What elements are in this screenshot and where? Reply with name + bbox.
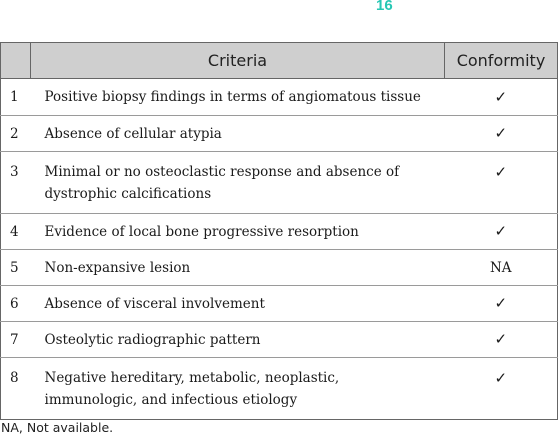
table-header-row [1,43,558,79]
row-number: 1 [1,79,31,116]
row-number: 7 [1,322,31,358]
row-criteria: Non-expansive lesion [31,250,445,286]
row-conformity [445,214,558,250]
check-mark-icon: ✓ [494,222,508,240]
row-conformity [445,322,558,358]
check-mark-icon: ✓ [494,330,508,348]
row-conformity [445,250,558,286]
row-number: 3 [1,152,31,214]
page-number: 16 [376,0,393,14]
table-row [1,322,558,358]
row-number: 5 [1,250,31,286]
row-number: 2 [1,116,31,152]
not-available-label: NA [489,259,512,276]
row-number: 8 [1,358,31,420]
table-row [1,250,558,286]
check-mark-icon: ✓ [494,369,508,387]
table-row [1,79,558,116]
check-mark-icon: ✓ [494,163,508,181]
check-mark-icon: ✓ [494,124,508,142]
check-mark-icon: ✓ [494,87,508,106]
table-footnote: NA, Not available. [1,420,114,435]
check-mark-icon: ✓ [494,294,508,312]
row-criteria: Negative hereditary, metabolic, neoplastic, immunologic, and infectious etiology [31,358,445,420]
row-conformity [445,116,558,152]
table-row [1,286,558,322]
header-conformity: Conformity [445,43,558,79]
row-criteria: Minimal or no osteoclastic response and absence of dystrophic calcifications [31,152,445,214]
row-criteria: Absence of cellular atypia [31,116,445,152]
row-conformity [445,286,558,322]
row-criteria: Positive biopsy findings in terms of angiomatous tissue [31,79,445,116]
row-criteria: Osteolytic radiographic pattern [31,322,445,358]
row-conformity [445,358,558,420]
row-criteria: Absence of visceral involvement [31,286,445,322]
table-row [1,214,558,250]
header-number [1,43,31,79]
row-number: 4 [1,214,31,250]
table-row [1,152,558,214]
header-criteria: Criteria [31,43,445,79]
row-criteria: Evidence of local bone progressive resorption [31,214,445,250]
row-number: 6 [1,286,31,322]
row-conformity [445,152,558,214]
table-row [1,116,558,152]
row-conformity [445,79,558,116]
table-row [1,358,558,420]
criteria-table [0,42,558,420]
